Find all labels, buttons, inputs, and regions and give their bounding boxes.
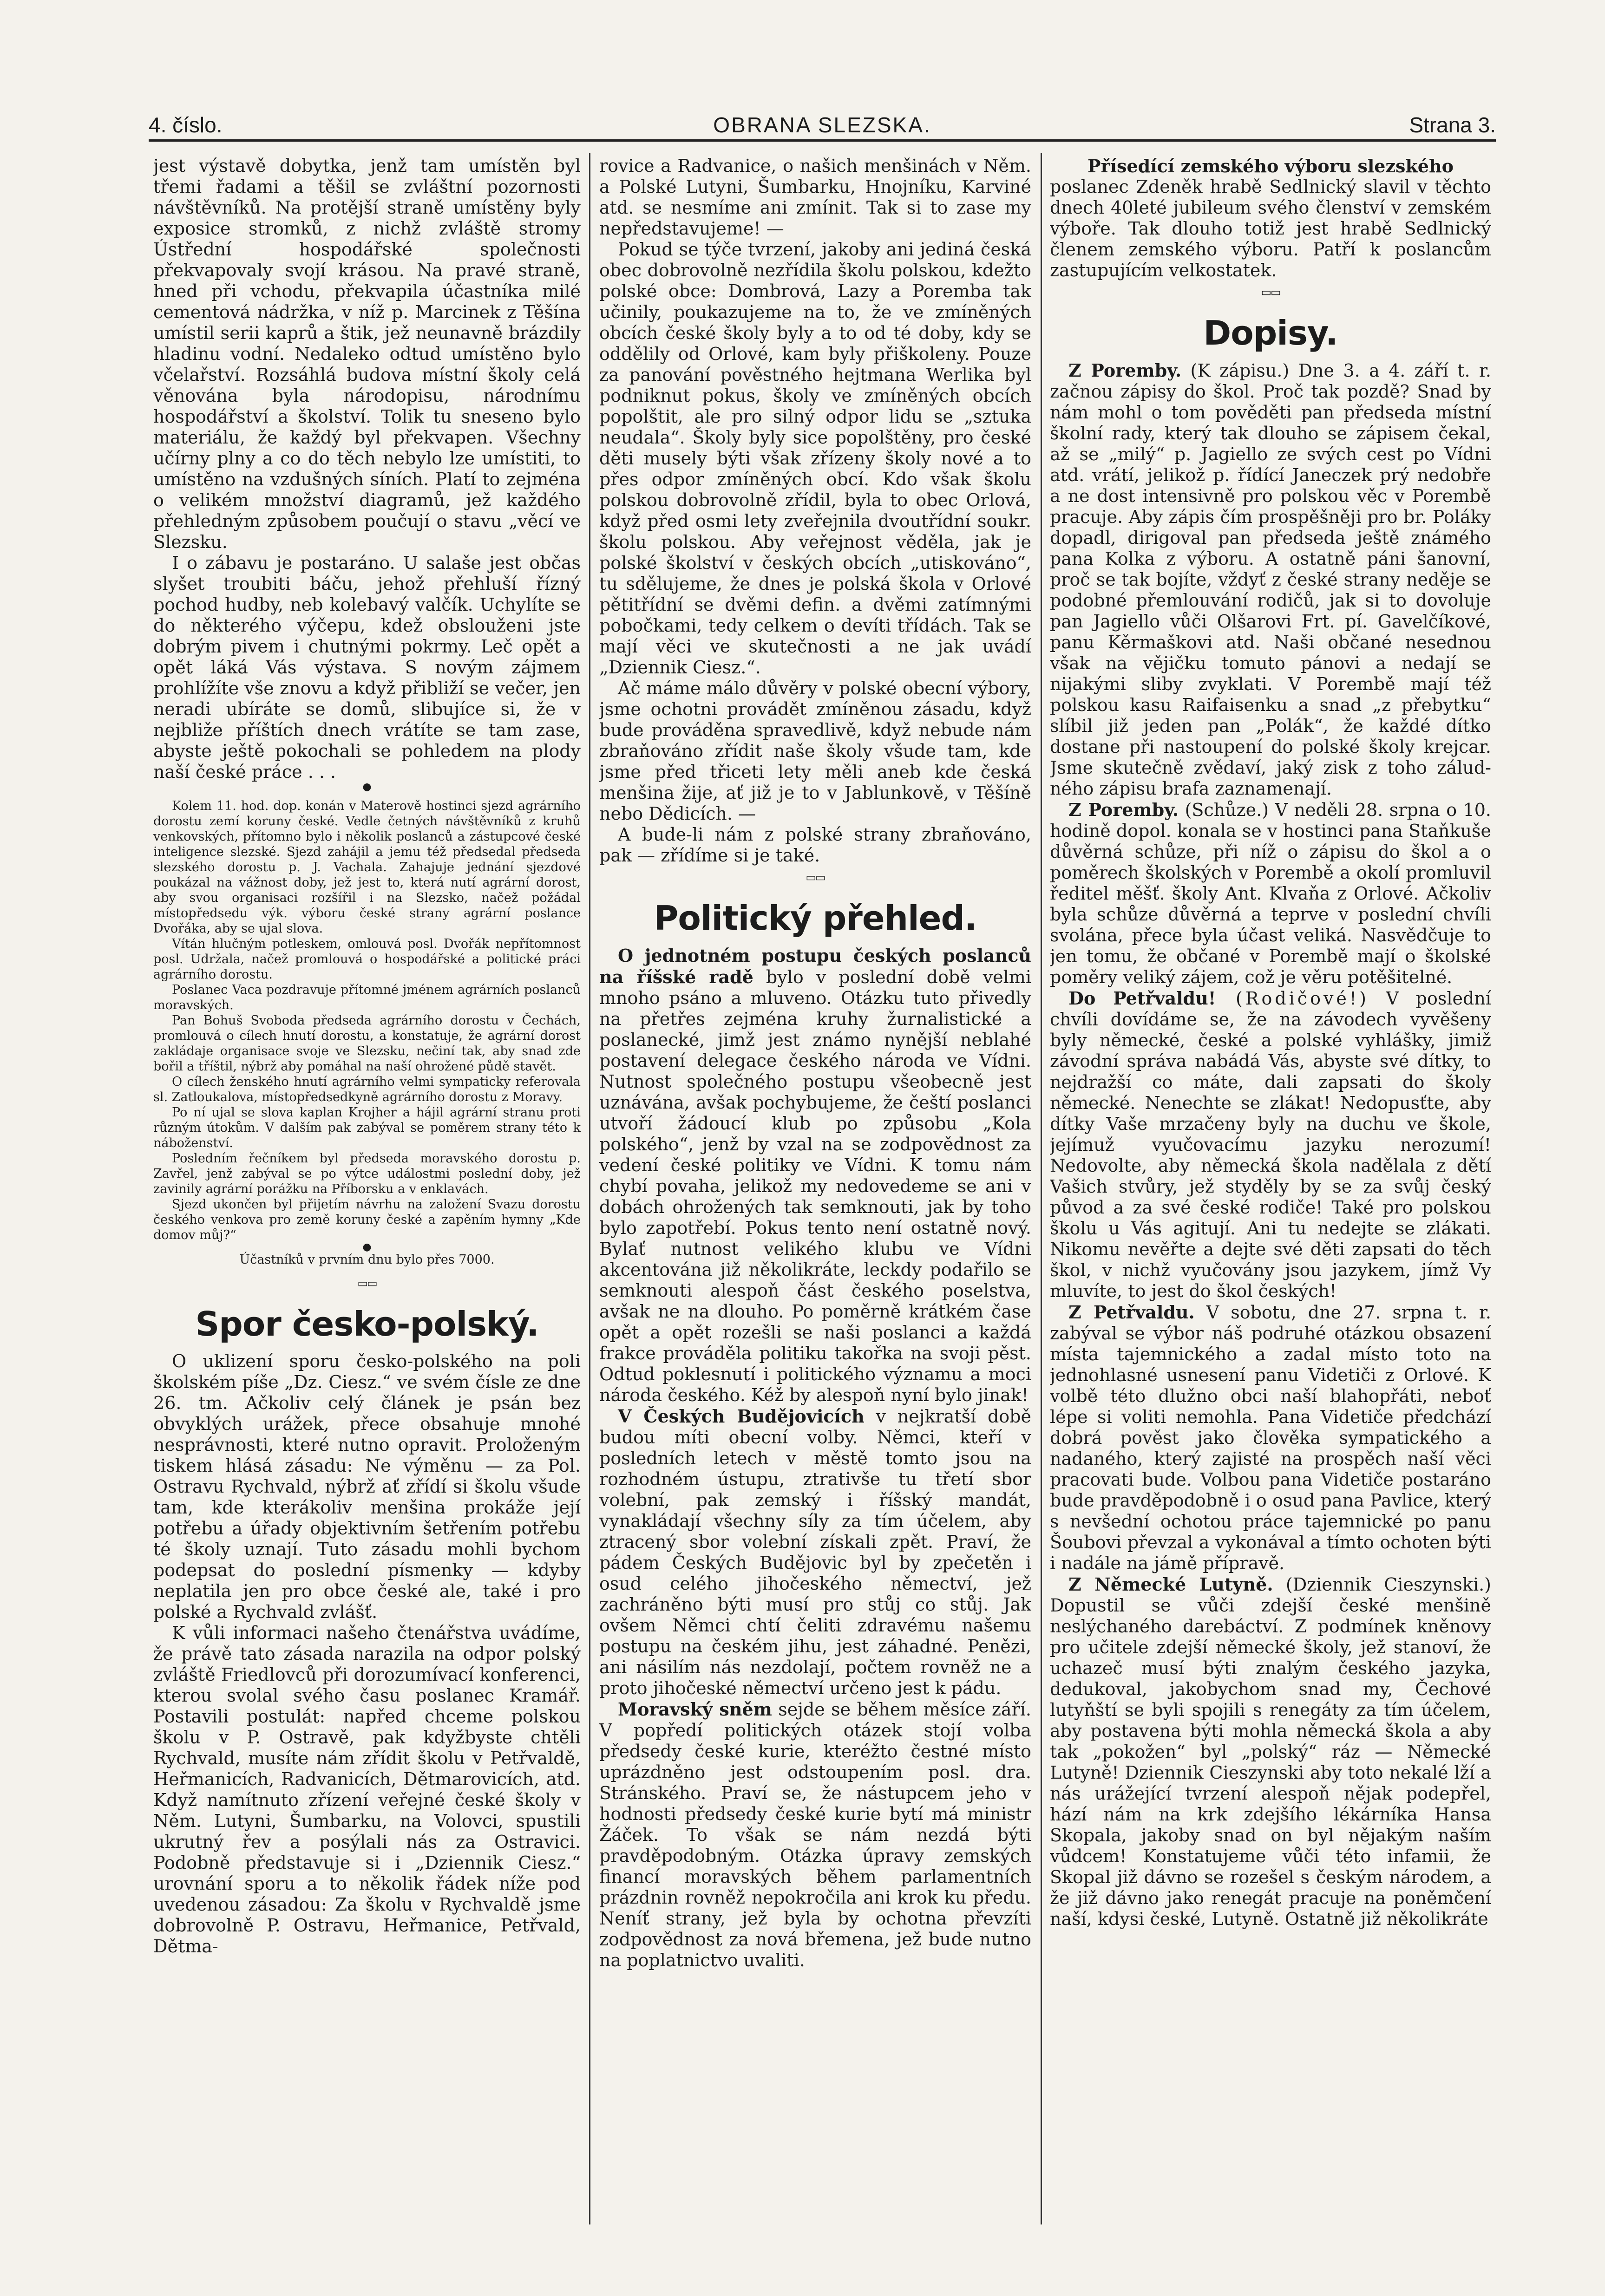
masthead-title: OBRANA SLEZSKA. xyxy=(713,113,931,137)
column-divider-2 xyxy=(1041,153,1042,2224)
item-lead: O jednotném postupu českých poslanců na říšské radě xyxy=(599,945,1031,987)
item-lead: Z Německé Lutyně. xyxy=(1068,1574,1273,1595)
report-paragraph: Sjezd ukončen byl přijetím návrhu na založení Svazu dorostu českého venkova pro země koruny české a zapěním hymny „Kde domov můj?“ xyxy=(153,1197,581,1242)
letter-item xyxy=(1050,1574,1491,1930)
report-paragraph: Vítán hlučným potleskem, omlouvá posl. Dvořák nepřítomnost posl. Udržala, načež promlouvá o hospodářské a politické práci agrárního dorostu. xyxy=(153,937,581,982)
section-separator: ▭▭ xyxy=(1261,286,1280,299)
column-divider-1 xyxy=(589,153,590,2224)
item-lead: Z Poremby. xyxy=(1068,360,1182,381)
politics-item xyxy=(599,1406,1031,1699)
column-2 xyxy=(599,156,1031,2222)
letter-item xyxy=(1050,1302,1491,1574)
item-subtitle: (Rodičové!) xyxy=(1216,988,1369,1009)
item-lead: Z Poremby. xyxy=(1068,799,1179,820)
attendance-note: Účastníků v prvním dnu bylo přes 7000. xyxy=(239,1252,495,1267)
item-text: V sobotu, dne 27. srpna t. r. zabýval se výbor náš podruhé otázkou obsazení místa tajemnického a zadal místo toto na jednohlasné usnesení panu Videtiči z Orlové. K volbě této dlužno obci naší blahopřáti, neboť lépe si voliti nemohla. Pana Videtiče předchází dobrá pověst jako člověka sympatického a nadaného, který zajisté na prospěch naší věci pracovati bude. Volbou pana Videtiče postaráno bude pravděpodobně i o osud pana Pavlice, který s nevšední ochotou práce tajemnické po panu Šoubovi převzal a vykonával a tímto ochoten býti i nadále na jámě přípravě. xyxy=(1050,1302,1491,1573)
item-lead: Do Petřvaldu! xyxy=(1068,988,1216,1009)
dot-divider: ● xyxy=(362,1241,372,1253)
item-lead: V Českých Budějovicích xyxy=(618,1406,865,1427)
dot-divider: ● xyxy=(362,781,372,793)
spor-paragraph: Ač máme málo důvěry v polské obecní výbory, jsme ochotni provádět zmíněnou zásadu, když bude prováděna spravedlivě, když nebude nám zbraňováno zřídit naše školy všude tam, kde jsme před třiceti lety měli aneb kde česká menšina žije, ať již je to v Jablunkově, v Těšíně nebo Dědicích. — xyxy=(599,678,1031,824)
report-paragraph: O cílech ženského hnutí agrárního velmi sympaticky referovala sl. Zatloukalova, místopředsedkyně agrárního dorostu z Moravy. xyxy=(153,1075,581,1104)
headline-politicky-prehled: Politický přehled. xyxy=(654,899,977,938)
spor-paragraph: A bude-li nám z polské strany zbraňováno, pak — zřídíme si je také. xyxy=(599,824,1031,866)
item-lead-centered: Přísedící zemského výboru slezského xyxy=(1087,156,1454,176)
entertainment-paragraph: I o zábavu je postaráno. U salaše jest občas slyšet troubiti báču, jehož přehluší řízný pochod hudby, neb kolebavý valčík. Uchylíte se do některého výčepu, kdež obslouženi jste dobrým pivem i chutnými pokrmy. Leč opět a opět láká Vás výstava. S novým zájmem prohlížíte vše znovu a když přibliží se večer, jen neradi ubíráte se domů, slibujíce si, že v nejbliže příštích dnech vrátíte se tam zase, abyste ještě pokochali se pohledem na plody naší české práce . . . xyxy=(153,553,581,782)
section-separator: ▭▭ xyxy=(806,871,825,884)
item-text: (K zápisu.) Dne 3. a 4. září t. r. začnou zápisy do škol. Proč tak pozdě? Snad by nám mohl o tom pověděti pan předseda místní školní rady, který tak dlouho se zápisem čekal, až se „milý“ p. Jagiello ze svých cest po Vídni atd. vrátí, jelikož p. řídící Janeczek prý nedobře a ne dost intensivně pro polskou věc v Porembě pracuje. Aby zápis čím prospěšněji pro br. Poláky dopadl, dirigoval pan předseda ještě známého pana Kolka z výboru. A ostatně páni šanovní, proč se tak bojíte, vždyť z české strany neděje se podobné přemlouvání rodičů, jak si to dovoluje pan Jagiello vůči Olšarovi Frt. pí. Gavelčíkové, panu Kěrmaškovi atd. Naši občané nesednou však na vějičku tomuto pánovi a nedají se nijakými sliby zvyklati. V Porembě mají též polskou kasu Raifaisenku a snad „z přebytku“ slíbil již jeden pan „Polák“, že každé dítko dostane při nastoupení do polské školy krejcar. Jsme skutečně zvědaví, jaký zisk z toho záludného zápisu brafa zaznamenají. xyxy=(1050,360,1491,799)
header-rule xyxy=(149,139,1496,142)
exhibition-paragraph: jest výstavě dobytka, jenž tam umístěn byl třemi řadami a těšil se zvláštní pozornosti návštěvníků. Na protější straně umístěny byly exposice stromků, z nichž zvláště stromy Ústřední hospodářské společnosti překvapovaly svojí krásou. Na pravé straně, hned při vchodu, překvapila účastníka milé cementová nádržka, v níž p. Marcinek z Těšína umístil serii kaprů a štik, jež neunavně brázdily hladinu vodní. Nedaleko odtud umístěno bylo včelařství. Rozsáhlá budova místní školy celá věnována byla národopisu, národnímu hospodářství a školství. Tolik tu sneseno bylo materiálu, že každý byl překvapen. Všechny učírny plny a co do těch nebylo lze umístiti, to umístěno na vzdušných síních. Platí to zejména o velikém množství diagramů, jež každého přehledným způsobem poučují o stavu „věcí ve Slezsku. xyxy=(153,156,581,552)
spor-paragraph: Pokud se týče tvrzení, jakoby ani jediná česká obec dobrovolně nezřídila školu polskou, kdežto polské obce: Dombrová, Lazy a Poremba tak učinily, poukazujeme na to, že ve zmíněných obcích české školy byly a to od té doby, kdy se oddělily od Orlové, kam byly přiškoleny. Pouze za panování pověstného hejtmana Werlika byl podniknut pokus, školy ve zmíněných obcích popolštit, ale pro silný odpor lidu se „sztuka neudala“. Školy byly sice popolštěny, pro české děti musely býti však zřízeny školy nové a to přes odpor zmíněných obcí. Kdo však školu polskou dobrovolně zřídil, byla to obec Orlová, když před osmi lety zveřejnila dvoutřídní soukr. školu polskou. Aby veřejnost věděla, jak je polské školství v českých obcích „utiskováno“, tu sdělujeme, že dnes je polská škola v Orlové pětitřídní se dvěmi defin. a dvěmi zatímnými pobočkami, tedy celkem o devíti třídách. Tak se mají věci ve skutečnosti a ne jak uvádí „Dziennik Ciesz.“. xyxy=(599,239,1031,678)
letter-item xyxy=(1050,799,1491,988)
item-text: (Dziennik Cieszynski.) Dopustil se vůči zdejší české menšině neslýchaného darebáctví. Z podmínek kněnovy pro učitele zdejší německé školy, jež stanoví, že uchazeč musí býti znalým českého jazyka, dedukoval, jakobychom snad my, Čechové lutyňští se byli spojili s renegáty za tím účelem, aby postavena býti mohla německá škola a aby tak „pokožen“ byl „polský“ ráz — Německé Lutyně! Dziennik Cieszynski aby toto nekalé lží a nás urážející tvrzení alespoň nějak podepřel, hází nám na krk zdejšího lékárníka Hansa Skopala, jakoby snad on byl nějakým naším vůdcem! Konstatujeme vůči této infamii, že Skopal již dávno se rozešel s českým národem, a že již dávno jako renegát pracuje na poněmčení naší, kdysi české, Lutyně. Ostatně již několikráte xyxy=(1050,1574,1491,1929)
report-paragraph: Poslanec Vaca pozdravuje přítomné jménem agrárních poslanců moravských. xyxy=(153,983,581,1012)
item-text: bylo v poslední době velmi mnoho psáno a mluveno. Otázku tuto přivedly na přetřes zejména kruhy žurnalistické a poslanecké, jimž jest známo nynější neblahé postavení delegace českého národa ve Vídni. Nutnost společného postupu všeobecně jest uznávána, avšak pochybujeme, že čeští poslanci utvoří žádoucí klub po způsobu „Kola polského“, jenž by vzal na se zodpovědnost za vedení české politiky ve Vídni. K tomu nám chybí povaha, jelikož my nedovedeme se ani v dobách ohrožených tak semknouti, jak by toho bylo zapotřebí. Pokus tento není ostatně nový. Bylať nutnost velikého klubu ve Vídni akcentována již několikráte, leckdy podařilo se semknouti alespoň část českého poselstva, avšak ne na dlouho. Po poměrně krátkém čase opět a opět rozešli se naši poslanci a každá frakce prováděla politiku takořka na svoji pěst. Odtud poklesnutí i politického významu a moci národa českého. Kéž by alespoň nyní bylo jinak! xyxy=(599,967,1031,1405)
letter-item xyxy=(1050,988,1491,1302)
spor-paragraph: K vůli informaci našeho čtenářstva uvádíme, že právě tato zásada narazila na odpor polský zvláště Friedlovců při dorozumívací konferenci, kterou svolal svého času poslanec Kramář. Postavili postulát: napřed chceme polskou školu v P. Ostravě, pak kdyžbyste chtěli Rychvald, musíte nám zřídit školu v Petřvaldě, Heřmanicích, Radvanicích, Dětmarovicích, atd. Když namítnuto zřízení veřejné české školy v Něm. Lutyni, Šumbarku, na Volovci, spustili ukrutný řev a posýlali nás za Ostravici. Podobně představuje si i „Dziennik Ciesz.“ urovnání sporu a to několik řádek níže pod uvedenou zásadou: Za školu v Rychvaldě jsme dobrovolně P. Ostravu, Heřmanice, Petřvald, Dětma- xyxy=(153,1623,581,1957)
politics-item xyxy=(599,1699,1031,1971)
report-paragraph: Posledním řečníkem byl předseda moravského dorostu p. Zavřel, jenž zabýval se po výtce událostmi poslední doby, jež zavinily agrární porážku na Příborsku a v enklavách. xyxy=(153,1151,581,1196)
spor-continued: rovice a Radvanice, o našich menšinách v Něm. a Polské Lutyni, Šumbarku, Hnojníku, Karviné atd. se nesmíme ani zmínit. Tak si to zase my nepředstavujeme! — xyxy=(599,156,1031,239)
item-text: v nejkratší době budou míti obecní volby. Němci, kteří v posledních letech v městě tomto jsou na rozhodném ústupu, ztrativše tu třetí sbor volební, pak zemský i říšský mandát, vynakládají všechny síly za tím účelem, aby ztracený sbor volební získali zpět. Praví, že pádem Českých Budějovic byl by zpečetěn i osud celého jihočeského němectví, jež zachráněno býti musí pro stůj co stůj. Jak ovšem Němci chtí čeliti zdravému našemu postupu na českém jihu, jest záhadné. Penězi, ani násilím nás nezdolají, počtem rovněž ne a proto jihočeské němectví určeno jest k pádu. xyxy=(599,1406,1031,1698)
report-paragraph: Kolem 11. hod. dop. konán v Materově hostinci sjezd agrárního dorostu zemí koruny české. Vedle četných návštěvníků z kruhů venkovských, přítomno bylo i několik poslanců a zástupcové české inteligence slezské. Sjezd zahájil a jemu též předsedal předseda slezského dorostu p. J. Vachala. Zahajuje jednání sjezdové poukázal na vážnost doby, jež jest to, která nutí agrární dorost, aby svou organisaci rozšířil i na Slezsko, načež požádal místopředsedu výk. výboru české strany agrární poslance Dvořáka, aby se ujal slova. xyxy=(153,799,581,936)
item-text: sejde se během měsíce září. V popředí politických otázek stojí volba předsedy české kurie, kteréžto čestné místo uprázdněno jest odstoupením posl. dra. Stránského. Praví se, že nástupcem jeho v hodnosti předsedy české kurie bytí má ministr Žáček. To však se nám nezdá býti pravděpodobným. Otázka úpravy zemských financí moravských během parlamentních prázdnin rovněž nepokročila ani krok ku předu. Neníť strany, jež byla by ochotna převzíti zodpovědnost za nová břemena, jež bude nutno na poplatnictvo uvaliti. xyxy=(599,1699,1031,1970)
page-header xyxy=(149,108,1496,140)
column-3 xyxy=(1050,156,1491,2222)
page-number: Strana 3. xyxy=(1409,113,1496,137)
politics-item xyxy=(599,945,1031,1406)
item-lead: Z Petřvaldu. xyxy=(1068,1302,1195,1323)
report-paragraph: Pan Bohuš Svoboda předseda agrárního dorostu v Čechách, promlouvá o cílech hnutí dorostu, a konstatuje, že agrární dorost zakládaje organisace svoje ve Slezsku, nečiní tak, aby snad zde bořil a tříštil, nýbrž aby pomáhal na naší ohrožené půdě stavět. xyxy=(153,1013,581,1074)
issue-number: 4. číslo. xyxy=(149,113,223,137)
section-separator: ▭▭ xyxy=(357,1277,377,1290)
item-text: (Schůze.) V neděli 28. srpna o 10. hodině dopol. konala se v hostinci pana Staňkuše důvěrná schůze, při níž o zápisu do škol a o poměrech školských v Porembě a okolí promluvil ředitel měšť. školy Ant. Klvaňa z Orlové. Ačkoliv byla schůze důvěrná a teprve v poslední chvíli svolána, přece byla účast veliká. Nasvědčuje to jen tomu, že občané v Porembě mají o školské poměry veliký zájem, což je věru potěšitelné. xyxy=(1050,800,1491,987)
headline-dopisy: Dopisy. xyxy=(1203,313,1338,352)
headline-spor: Spor česko-polský. xyxy=(195,1305,539,1344)
item-text: V poslední chvíli dovídáme se, že na závodech vyvěšeny byly německé, české a polské vyhlášky, jimiž závodní správa nabádá Vás, abyste své dítky, to nejdražší co máte, dali zapsati do školy německé. Nenechte se zlákat! Nedopusťte, aby dítky Vaše mrzačeny byly na duchu ve škole, jejímuž vyučovacímu jazyku nerozumí! Nedovolte, aby německá škola nadělala z dětí Vašich stvůry, jež styděly by se za svůj český původ a za své české rodiče! Také pro polskou školu u Vás agitují. Ani tu nedejte se zlákati. Nikomu nevěřte a dejte své děti zapsati do těch škol, v nichž vyučovány jsou jazykem, jímž Vy mluvíte, to jest do škol českých! xyxy=(1050,988,1491,1301)
jubilee-paragraph: poslanec Zdeněk hrabě Sedlnický slavil v těchto dnech 40leté jubileum svého členství v zemském výboře. Tak dlouho totiž jest hrabě Sedlnický členem zemského výboru. Patří k poslancům zastupujícím velkostatek. xyxy=(1050,176,1491,280)
column-1 xyxy=(153,156,581,2222)
spor-paragraph: O uklizení sporu česko-polského na poli školském píše „Dz. Ciesz.“ ve svém čísle ze dne 26. tm. Ačkoliv celý článek je psán bez obvyklých urážek, přece obsahuje mnohé nesprávnosti, které nutno opravit. Proloženým tiskem hlásá zásadu: Ne výměnu — za Pol. Ostravu Rychvald, nýbrž ať zřídí si školu všude tam, kde kterákoliv menšina prokáže její potřebu a úřady objektivním šetřením potřebu té školy uznají. Tuto zásadu mohli bychom podepsat do poslední písmenky — kdyby neplatila jen pro obce české ale, také i pro polské a Rychvald zvlášť. xyxy=(153,1351,581,1622)
item-lead: Moravský sněm xyxy=(618,1699,772,1720)
youth-congress-report xyxy=(153,798,581,1267)
report-paragraph: Po ní ujal se slova kaplan Krojher a hájil agrární stranu proti různým útokům. V dalším pak zabýval se poměrem strany této k náboženství. xyxy=(153,1105,581,1150)
letter-item xyxy=(1050,360,1491,799)
